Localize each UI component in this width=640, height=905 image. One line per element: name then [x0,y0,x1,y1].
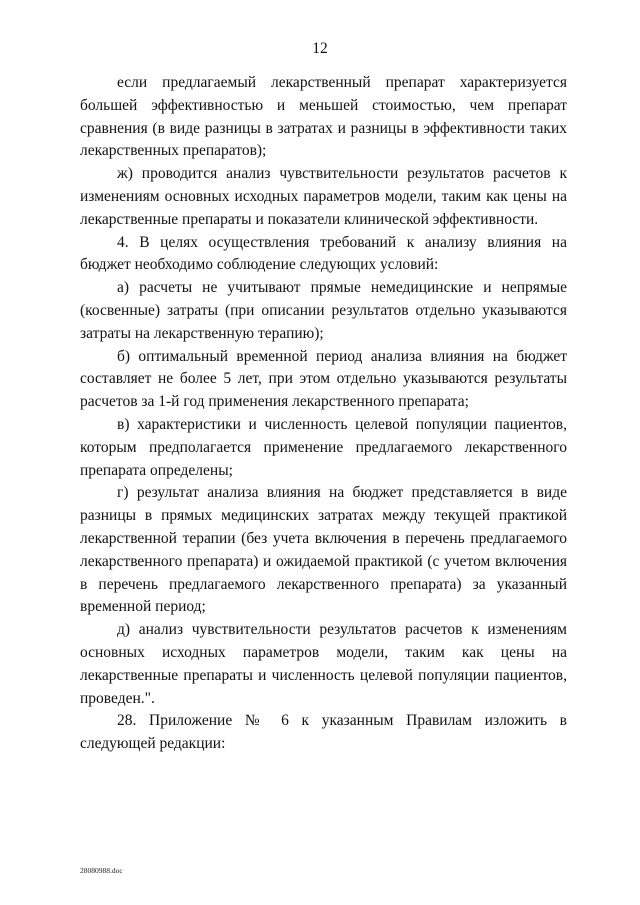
paragraph-condition-v: в) характеристики и численность целевой популяции пациентов, которым предполагается применение предлагаемого лекарственного препарата определены; [80,415,567,479]
paragraph-condition-d: д) анализ чувствительности результатов расчетов к изменениям основных исходных параметров модели, таким как цены на лекарственные препараты и численность целевой популяции пациентов, проведен.". [80,621,567,707]
paragraph-budget-impact-conditions: 4. В целях осуществления требований к анализу влияния на бюджет необходимо соблюдение следующих условий: [80,233,567,274]
paragraph-condition-g: г) результат анализа влияния на бюджет представляется в виде разницы в прямых медицинских затратах между текущей практикой лекарственной терапии (без учета включения в перечень предлагаемого лекарственного препарата) и ожидаемой практикой (с учетом включения в перечень предлагаемого лекарственного препарата) за указанный временной период; [80,484,567,616]
document-body [80,72,567,756]
paragraph-condition-b: б) оптимальный временной период анализа влияния на бюджет составляет не более 5 лет, при этом отдельно указываются результаты расчетов за 1-й год применения лекарственного препарата; [80,347,567,411]
paragraph-cost-effectiveness: если предлагаемый лекарственный препарат характеризуется большей эффективностью и меньшей стоимостью, чем препарат сравнения (в виде разницы в затратах и разницы в эффективности таких лекарственных препаратов); [80,74,567,160]
document-file-code: 28080988.doc [80,866,123,875]
page-number: 12 [312,40,328,57]
paragraph-condition-a: а) расчеты не учитывают прямые немедицинские и непрямые (косвенные) затраты (при описании результатов отдельно указываются затраты на лекарственную терапию); [80,279,567,342]
paragraph-sensitivity-analysis-zh: ж) проводится анализ чувствительности результатов расчетов к изменениям основных исходных параметров модели, таким как цены на лекарственные препараты и показатели клинической эффективности. [80,165,567,228]
paragraph-item-28: 28. Приложение № 6 к указанным Правилам изложить в следующей редакции: [80,712,567,753]
